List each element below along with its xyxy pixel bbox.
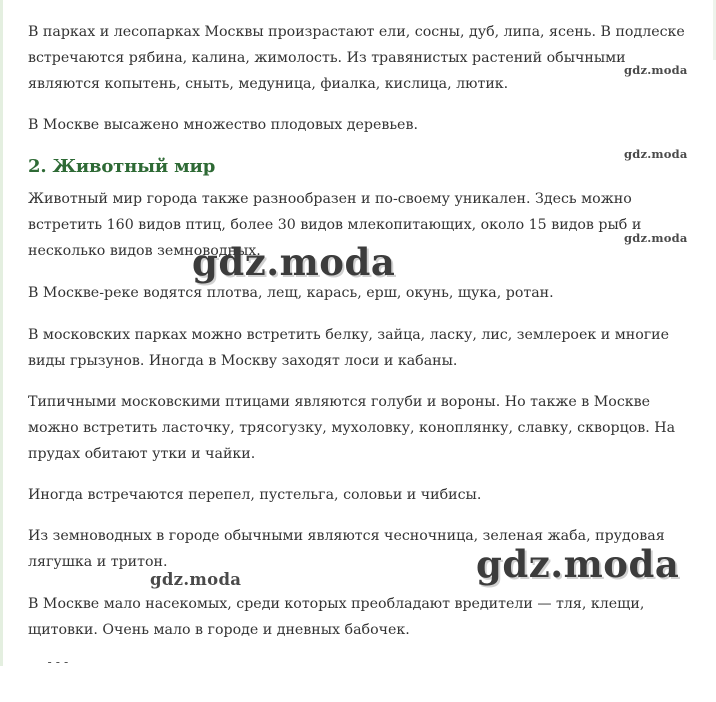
left-border-decoration [0, 0, 3, 666]
paragraph-fruit-trees: В Москве высажено множество плодовых деревьев. [28, 117, 418, 133]
separator-dashes: --- [46, 655, 71, 669]
watermark-medium: gdz.moda [150, 570, 242, 589]
paragraph-plants: В парках и лесопарках Москвы произрастают ели, сосны, дуб, липа, ясень. В подлеске встречаются рябина, калина, жимолость. Из травянистых растений обычными являются копытень, сныть, медуница, фиалка, кислица, лютик. [28, 24, 685, 92]
paragraph-birds: Типичными московскими птицами являются голуби и вороны. Но также в Москве можно встретить ласточку, трясогузку, мухоловку, коноплянку, славку, скворцов. На прудах обитают утки и чайки. [28, 394, 676, 462]
watermark-small: gdz.moda [624, 63, 688, 77]
watermark-large: gdz.moda [476, 542, 680, 586]
watermark-small: gdz.moda [624, 231, 688, 245]
paragraph-rare-birds: Иногда встречаются перепел, пустельга, соловьи и чибисы. [28, 487, 482, 503]
watermark-small: gdz.moda [624, 147, 688, 161]
paragraph-river: В Москве-реке водятся плотва, лещ, карась, ерш, окунь, щука, ротан. [28, 285, 554, 301]
section-heading-animals: 2. Животный мир [28, 156, 216, 177]
paragraph-amphibians: Из земноводных в городе обычными являются чесночница, зеленая жаба, прудовая лягушка и тритон. [28, 528, 665, 570]
paragraph-parks: В московских парках можно встретить белку, зайца, ласку, лис, землероек и многие виды грызунов. Иногда в Москву заходят лоси и кабаны. [28, 327, 670, 369]
paragraph-animals: Животный мир города также разнообразен и по-своему уникален. Здесь можно встретить 160 видов птиц, более 30 видов млекопитающих, около 15 видов рыб и несколько видов земноводных. [28, 191, 642, 259]
watermark-large: gdz.moda [192, 240, 396, 284]
paragraph-insects: В Москве мало насекомых, среди которых преобладают вредители — тля, клещи, щитовки. Очень мало в городе и дневных бабочек. [28, 596, 645, 638]
